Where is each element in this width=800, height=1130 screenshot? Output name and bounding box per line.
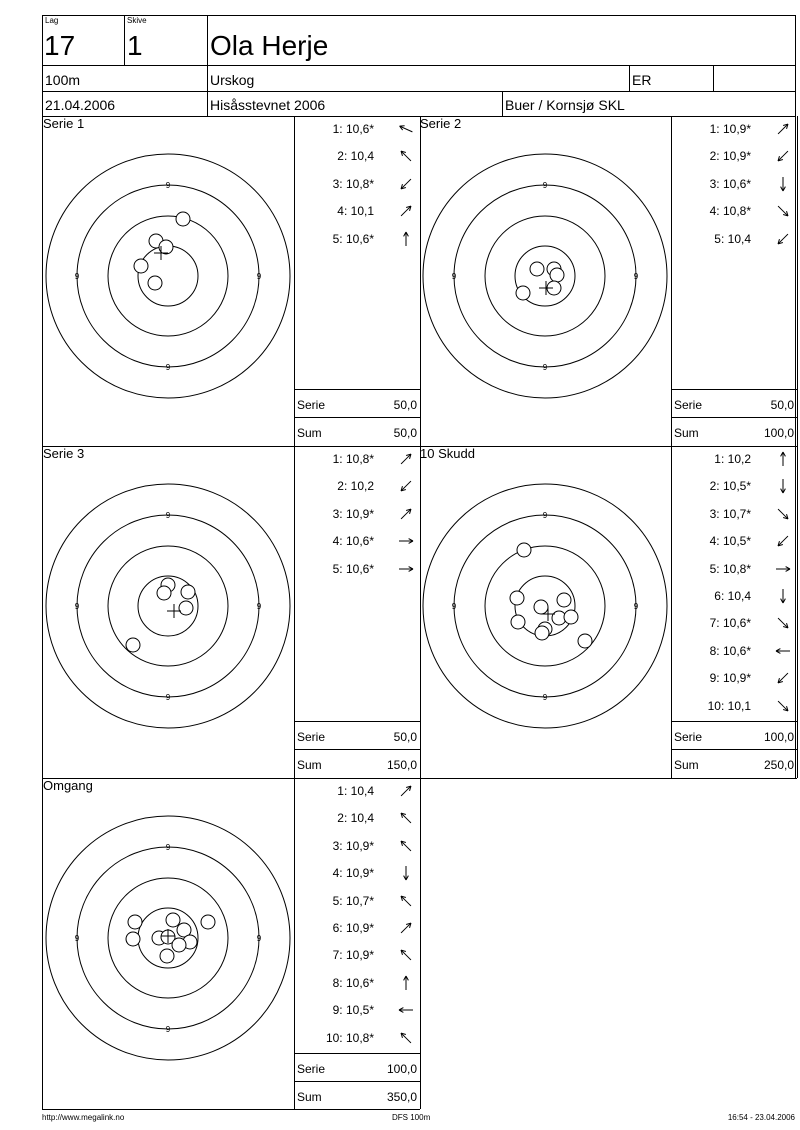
shot-hole-5 — [126, 638, 140, 652]
ring-value-label: 9 — [633, 272, 639, 281]
shot-row — [294, 890, 420, 912]
sum-label: Sum — [297, 758, 322, 772]
shot-row — [294, 503, 420, 525]
club: Urskog — [210, 72, 255, 88]
direction-arrow-icon — [398, 783, 414, 799]
target-diagram — [42, 116, 294, 446]
target-ring-4 — [138, 246, 198, 306]
shot-row — [294, 999, 420, 1021]
shot-row — [671, 475, 797, 497]
panel-title: Serie 3 — [43, 446, 85, 461]
shot-hole-10 — [160, 949, 174, 963]
shot-score: 6: 10,9* — [332, 921, 374, 935]
distance: 100m — [45, 72, 81, 88]
direction-arrow-icon — [398, 1030, 414, 1046]
shot-hole-5 — [148, 276, 162, 290]
direction-arrow-icon — [775, 588, 791, 604]
direction-arrow-icon — [398, 561, 414, 577]
shot-score: 5: 10,6* — [332, 231, 374, 246]
shot-score: 4: 10,9* — [332, 866, 374, 881]
serie-label: Serie — [674, 398, 703, 412]
direction-arrow-icon — [398, 1002, 414, 1018]
shot-score: 8: 10,6* — [709, 643, 751, 658]
shot-row — [294, 972, 420, 994]
target-ring-3 — [108, 546, 228, 666]
ring-value-label: 9 — [165, 693, 171, 702]
target-diagram — [419, 446, 671, 776]
shot-score: 5: 10,6* — [332, 561, 374, 576]
shooter-class: ER — [632, 72, 652, 88]
shot-row — [294, 173, 420, 195]
serie-label: Serie — [297, 1062, 326, 1076]
shot-row — [294, 228, 420, 250]
shot-score: 9: 10,9* — [709, 671, 751, 686]
shot-row — [294, 835, 420, 857]
organizer: Buer / Kornsjø SKL — [505, 97, 625, 113]
shot-hole-2 — [166, 913, 180, 927]
direction-arrow-icon — [775, 451, 791, 467]
shooter-name: Ola Herje — [210, 30, 329, 61]
target-diagram — [42, 778, 294, 1108]
panel-title: Serie 1 — [43, 116, 85, 131]
shot-score: 9: 10,5* — [332, 1003, 374, 1018]
shot-row — [294, 530, 420, 552]
direction-arrow-icon — [398, 506, 414, 522]
shot-row — [671, 173, 797, 195]
direction-arrow-icon — [398, 176, 414, 192]
panel-title: 10 Skudd — [420, 446, 475, 461]
sum-label: Sum — [674, 758, 699, 772]
sum-label: Sum — [297, 426, 322, 440]
shot-hole-2 — [530, 262, 544, 276]
shot-hole-4 — [179, 601, 193, 615]
shot-hole-10 — [578, 634, 592, 648]
target-ring-1 — [46, 484, 290, 728]
shot-hole-4 — [134, 259, 148, 273]
ring-value-label: 9 — [256, 934, 262, 943]
shot-hole-1 — [128, 915, 142, 929]
ring-value-label: 9 — [451, 602, 457, 611]
shot-row — [294, 780, 420, 802]
shot-score: 8: 10,6* — [332, 975, 374, 990]
direction-arrow-icon — [775, 615, 791, 631]
ring-value-label: 9 — [165, 511, 171, 520]
shot-row — [671, 448, 797, 470]
shot-score: 5: 10,4 — [714, 231, 751, 246]
sum-label: Sum — [674, 426, 699, 440]
ring-value-label: 9 — [451, 272, 457, 281]
shot-score: 1: 10,9* — [709, 122, 751, 136]
shot-score: 2: 10,4 — [337, 811, 374, 826]
direction-arrow-icon — [398, 121, 414, 137]
shot-row — [671, 640, 797, 662]
shot-row — [671, 667, 797, 689]
direction-arrow-icon — [398, 451, 414, 467]
date: 21.04.2006 — [45, 97, 116, 113]
ring-value-label: 9 — [165, 181, 171, 190]
shot-row — [294, 558, 420, 580]
direction-arrow-icon — [775, 643, 791, 659]
ring-value-label: 9 — [542, 181, 548, 190]
shot-row — [671, 503, 797, 525]
target-diagram — [42, 446, 294, 776]
shot-hole-4 — [516, 286, 530, 300]
shot-row — [294, 917, 420, 939]
lag-label: Lag — [45, 16, 59, 25]
direction-arrow-icon — [775, 121, 791, 137]
shot-hole-1 — [176, 212, 190, 226]
lag-value: 17 — [44, 30, 76, 61]
target-ring-3 — [485, 216, 605, 336]
direction-arrow-icon — [775, 148, 791, 164]
direction-arrow-icon — [775, 670, 791, 686]
shot-score: 4: 10,8* — [709, 204, 751, 219]
shot-row — [294, 807, 420, 829]
shot-row — [671, 228, 797, 250]
ring-value-label: 9 — [256, 602, 262, 611]
sum-value: 350,0 — [386, 1090, 417, 1104]
shot-score: 3: 10,8* — [332, 176, 374, 191]
shot-row — [294, 475, 420, 497]
serie-value: 50,0 — [770, 398, 794, 412]
shot-row — [294, 118, 420, 140]
ring-value-label: 9 — [74, 272, 80, 281]
serie-value: 100,0 — [386, 1062, 417, 1076]
target-ring-2 — [74, 515, 259, 697]
shot-score: 4: 10,1 — [337, 204, 374, 219]
shot-hole-1 — [517, 543, 531, 557]
panel-title: Serie 2 — [420, 116, 462, 131]
direction-arrow-icon — [775, 176, 791, 192]
target-ring-3 — [108, 216, 228, 336]
shot-row — [671, 145, 797, 167]
footer-center: DFS 100m — [392, 1113, 431, 1122]
footer-url: http://www.megalink.no — [42, 1113, 125, 1122]
shot-hole-8 — [511, 615, 525, 629]
sum-value: 250,0 — [763, 758, 794, 772]
shot-hole-9 — [535, 626, 549, 640]
shot-score: 7: 10,9* — [332, 948, 374, 963]
shot-score: 2: 10,9* — [709, 149, 751, 164]
ring-value-label: 9 — [74, 934, 80, 943]
ring-value-label: 9 — [633, 602, 639, 611]
event-name: Hisåsstevnet 2006 — [210, 97, 326, 113]
direction-arrow-icon — [775, 231, 791, 247]
direction-arrow-icon — [775, 506, 791, 522]
shot-score: 7: 10,6* — [709, 616, 751, 631]
shot-score: 1: 10,4 — [337, 784, 374, 798]
shot-hole-2 — [157, 586, 171, 600]
direction-arrow-icon — [398, 810, 414, 826]
target-ring-2 — [74, 185, 259, 367]
shot-hole-4 — [534, 600, 548, 614]
shot-score: 3: 10,9* — [332, 506, 374, 521]
shot-score: 3: 10,6* — [709, 176, 751, 191]
sum-value: 100,0 — [763, 426, 794, 440]
shot-hole-4 — [126, 932, 140, 946]
sum-value: 50,0 — [393, 426, 417, 440]
ring-value-label: 9 — [542, 363, 548, 372]
serie-label: Serie — [674, 730, 703, 744]
shot-score: 2: 10,4 — [337, 149, 374, 164]
shot-score: 4: 10,5* — [709, 534, 751, 549]
shot-score: 6: 10,4 — [714, 589, 751, 603]
shot-hole-7 — [564, 610, 578, 624]
shot-row — [294, 944, 420, 966]
direction-arrow-icon — [398, 865, 414, 881]
target-ring-2 — [451, 185, 636, 367]
ring-value-label: 9 — [165, 363, 171, 372]
serie-label: Serie — [297, 398, 326, 412]
shot-row — [671, 612, 797, 634]
skive-label: Skive — [127, 16, 147, 25]
ring-value-label: 9 — [165, 1025, 171, 1034]
shot-score: 1: 10,8* — [332, 452, 374, 466]
shot-score: 4: 10,6* — [332, 534, 374, 549]
direction-arrow-icon — [398, 203, 414, 219]
direction-arrow-icon — [775, 203, 791, 219]
direction-arrow-icon — [775, 533, 791, 549]
shot-row — [294, 862, 420, 884]
shot-row — [671, 530, 797, 552]
shot-row — [294, 200, 420, 222]
direction-arrow-icon — [398, 893, 414, 909]
shot-row — [671, 558, 797, 580]
shot-score: 2: 10,2 — [337, 479, 374, 494]
shot-score: 1: 10,6* — [332, 122, 374, 136]
direction-arrow-icon — [775, 561, 791, 577]
shot-score: 5: 10,7* — [332, 893, 374, 908]
shot-score: 5: 10,8* — [709, 561, 751, 576]
ring-value-label: 9 — [256, 272, 262, 281]
direction-arrow-icon — [398, 975, 414, 991]
shot-score: 10: 10,8* — [325, 1030, 374, 1045]
shot-score: 2: 10,5* — [709, 479, 751, 494]
serie-value: 100,0 — [763, 730, 794, 744]
ring-value-label: 9 — [542, 511, 548, 520]
shot-score: 3: 10,9* — [332, 838, 374, 853]
direction-arrow-icon — [775, 698, 791, 714]
ring-value-label: 9 — [74, 602, 80, 611]
direction-arrow-icon — [398, 947, 414, 963]
shot-hole-3 — [181, 585, 195, 599]
shot-hole-3 — [201, 915, 215, 929]
shot-row — [294, 145, 420, 167]
sum-label: Sum — [297, 1090, 322, 1104]
shot-score: 10: 10,1 — [707, 698, 751, 713]
shot-score: 1: 10,2 — [714, 452, 751, 466]
target-ring-1 — [423, 154, 667, 398]
serie-value: 50,0 — [393, 398, 417, 412]
sum-value: 150,0 — [386, 758, 417, 772]
direction-arrow-icon — [398, 231, 414, 247]
shot-row — [671, 118, 797, 140]
shot-row — [671, 585, 797, 607]
shot-row — [294, 448, 420, 470]
skive-value: 1 — [127, 30, 143, 61]
target-ring-1 — [46, 154, 290, 398]
direction-arrow-icon — [398, 838, 414, 854]
shot-hole-3 — [550, 268, 564, 282]
direction-arrow-icon — [398, 533, 414, 549]
direction-arrow-icon — [775, 478, 791, 494]
shot-hole-2 — [510, 591, 524, 605]
footer-timestamp: 16:54 - 23.04.2006 — [727, 1113, 795, 1122]
ring-value-label: 9 — [165, 843, 171, 852]
serie-label: Serie — [297, 730, 326, 744]
direction-arrow-icon — [398, 148, 414, 164]
direction-arrow-icon — [398, 920, 414, 936]
serie-value: 50,0 — [393, 730, 417, 744]
target-diagram — [419, 116, 671, 446]
shot-row — [294, 1027, 420, 1049]
shot-row — [671, 200, 797, 222]
direction-arrow-icon — [398, 478, 414, 494]
shot-hole-3 — [557, 593, 571, 607]
shot-hole-9 — [172, 938, 186, 952]
shot-row — [671, 695, 797, 717]
panel-title: Omgang — [43, 778, 93, 793]
shot-score: 3: 10,7* — [709, 506, 751, 521]
ring-value-label: 9 — [542, 693, 548, 702]
